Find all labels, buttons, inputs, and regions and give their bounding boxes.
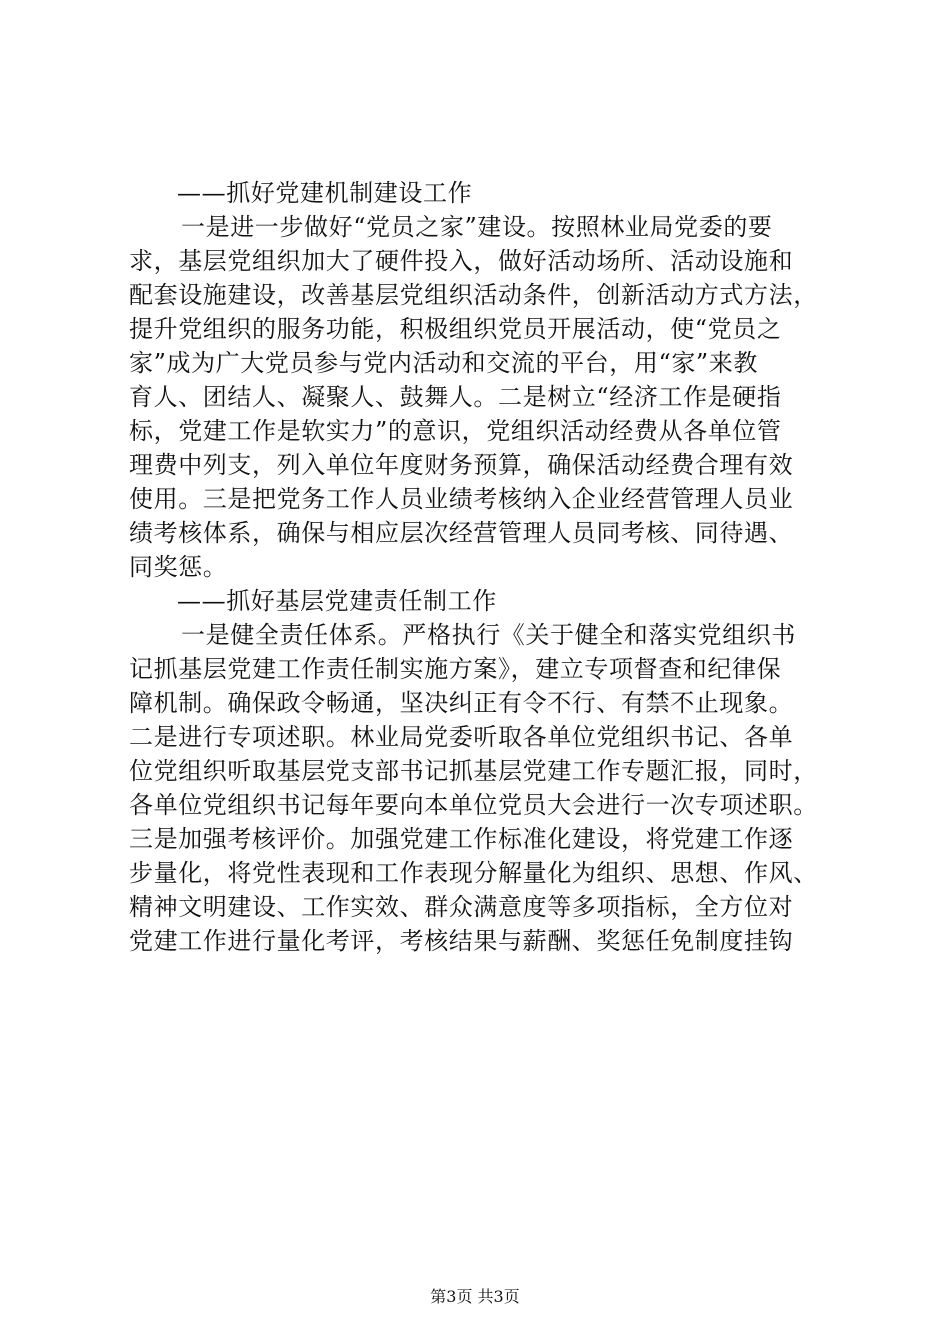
section-heading-mechanism: ——抓好党建机制建设工作	[177, 179, 473, 207]
section-heading-responsibility: ——抓好基层党建责任制工作	[177, 587, 497, 615]
paragraph-line: 使用。三是把党务工作人员业绩考核纳入企业经营管理人员业	[129, 485, 794, 513]
paragraph-line: 提升党组织的服务功能，积极组织党员开展活动，使“党员之	[129, 315, 782, 343]
paragraph-line: 求，基层党组织加大了硬件投入，做好活动场所、活动设施和	[129, 247, 794, 275]
paragraph-line: 各单位党组织书记每年要向本单位党员大会进行一次专项述职。	[129, 791, 818, 819]
paragraph-line: 障机制。确保政令畅通，坚决纠正有令不行、有禁不止现象。	[129, 689, 794, 717]
paragraph-line: 一是进一步做好“党员之家”建设。按照林业局党委的要	[181, 213, 773, 241]
paragraph-line: 育人、团结人、凝聚人、鼓舞人。二是树立“经济工作是硬指	[129, 383, 782, 411]
paragraph-line: 配套设施建设，改善基层党组织活动条件，创新活动方式方法，	[129, 281, 818, 309]
paragraph-line: 二是进行专项述职。林业局党委听取各单位党组织书记、各单	[129, 723, 794, 751]
paragraph-line: 党建工作进行量化考评，考核结果与薪酬、奖惩任免制度挂钩	[129, 927, 794, 955]
paragraph-line: 标，党建工作是软实力”的意识，党组织活动经费从各单位管	[129, 417, 782, 445]
paragraph-line: 精神文明建设、工作实效、群众满意度等多项指标，全方位对	[129, 893, 794, 921]
paragraph-line: 绩考核体系，确保与相应层次经营管理人员同考核、同待遇、	[129, 519, 794, 547]
paragraph-line: 一是健全责任体系。严格执行《关于健全和落实党组织书	[181, 621, 796, 649]
paragraph-line: 家”成为广大党员参与党内活动和交流的平台，用“家”来教	[129, 349, 759, 377]
paragraph-line: 记抓基层党建工作责任制实施方案》，建立专项督查和纪律保	[129, 655, 782, 683]
paragraph-line: 位党组织听取基层党支部书记抓基层党建工作专题汇报，同时，	[129, 757, 818, 785]
paragraph-line: 理费中列支，列入单位年度财务预算，确保活动经费合理有效	[129, 451, 794, 479]
body-text	[129, 176, 829, 958]
paragraph-line: 三是加强考核评价。加强党建工作标准化建设，将党建工作逐	[129, 825, 794, 853]
page-number-footer: 第3页 共3页	[430, 1287, 520, 1306]
paragraph-line: 同奖惩。	[129, 553, 228, 581]
paragraph-line: 步量化，将党性表现和工作表现分解量化为组织、思想、作风、	[129, 859, 818, 887]
